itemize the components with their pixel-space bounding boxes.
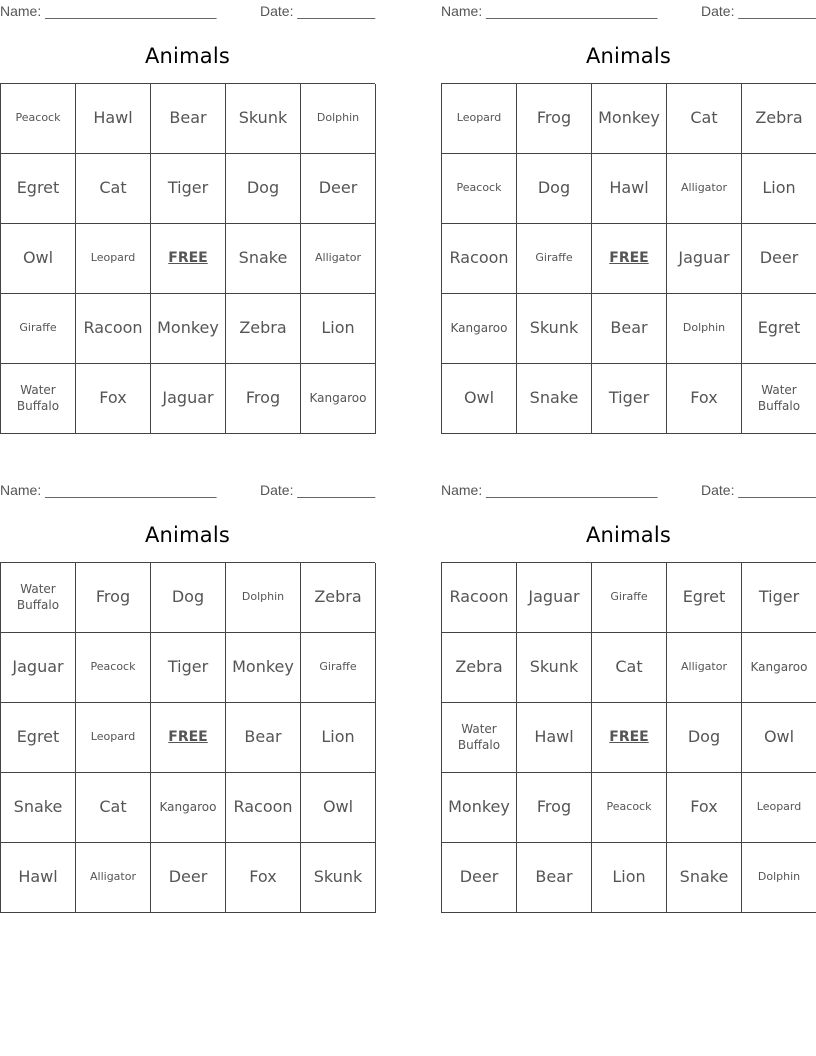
- name-field[interactable]: Name: ______________________: [0, 3, 217, 19]
- bingo-cell: Zebra: [742, 84, 816, 154]
- bingo-cell: Dog: [226, 154, 301, 224]
- bingo-cell: Deer: [301, 154, 376, 224]
- bingo-cell: Dolphin: [301, 84, 376, 154]
- bingo-cell: Hawl: [76, 84, 151, 154]
- bingo-cell: Giraffe: [1, 294, 76, 364]
- bingo-cell: Fox: [667, 773, 742, 843]
- name-field[interactable]: Name: ______________________: [441, 3, 658, 19]
- bingo-cell: Frog: [517, 773, 592, 843]
- bingo-cell: Alligator: [667, 154, 742, 224]
- bingo-cell: Monkey: [442, 773, 517, 843]
- bingo-cell: Deer: [442, 843, 517, 913]
- bingo-cell: Peacock: [76, 633, 151, 703]
- bingo-cell: Racoon: [76, 294, 151, 364]
- bingo-cell: FREE: [151, 703, 226, 773]
- bingo-grid: [0, 83, 375, 434]
- bingo-cell: Owl: [442, 364, 517, 434]
- bingo-cell: Kangaroo: [151, 773, 226, 843]
- bingo-cell: Alligator: [301, 224, 376, 294]
- bingo-cell: Leopard: [742, 773, 816, 843]
- bingo-cell: Cat: [667, 84, 742, 154]
- bingo-cell: Snake: [226, 224, 301, 294]
- bingo-cell: Dog: [667, 703, 742, 773]
- bingo-card-1: [0, 0, 376, 413]
- bingo-cell: Fox: [226, 843, 301, 913]
- bingo-grid: [441, 83, 816, 434]
- bingo-cell: Water Buffalo: [1, 364, 76, 434]
- bingo-cell: FREE: [592, 224, 667, 294]
- card-title: Animals: [144, 44, 230, 68]
- bingo-card-2: [441, 0, 816, 413]
- bingo-cell: Leopard: [76, 703, 151, 773]
- name-field[interactable]: Name: ______________________: [0, 482, 217, 498]
- name-field[interactable]: Name: ______________________: [441, 482, 658, 498]
- bingo-cell: Frog: [517, 84, 592, 154]
- bingo-cell: Skunk: [517, 294, 592, 364]
- bingo-cell: Bear: [517, 843, 592, 913]
- bingo-cell: Monkey: [226, 633, 301, 703]
- bingo-cell: Leopard: [442, 84, 517, 154]
- bingo-cell: Hawl: [1, 843, 76, 913]
- bingo-cell: Hawl: [592, 154, 667, 224]
- bingo-cell: Jaguar: [517, 563, 592, 633]
- bingo-cell: Cat: [76, 773, 151, 843]
- bingo-cell: Monkey: [151, 294, 226, 364]
- bingo-cell: Peacock: [592, 773, 667, 843]
- bingo-cell: Peacock: [442, 154, 517, 224]
- bingo-cell: Skunk: [226, 84, 301, 154]
- bingo-cell: Monkey: [592, 84, 667, 154]
- bingo-cell: Lion: [301, 703, 376, 773]
- bingo-cell: Tiger: [151, 154, 226, 224]
- date-field[interactable]: Date: __________: [701, 482, 816, 498]
- bingo-cell: Egret: [742, 294, 816, 364]
- bingo-cell: Snake: [517, 364, 592, 434]
- bingo-cell: Tiger: [742, 563, 816, 633]
- bingo-cell: Water Buffalo: [1, 563, 76, 633]
- bingo-cell: Kangaroo: [442, 294, 517, 364]
- bingo-cell: Zebra: [301, 563, 376, 633]
- bingo-cell: Zebra: [442, 633, 517, 703]
- bingo-cell: Skunk: [301, 843, 376, 913]
- bingo-cell: Tiger: [151, 633, 226, 703]
- bingo-grid: [441, 562, 816, 913]
- bingo-cell: Fox: [667, 364, 742, 434]
- bingo-cell: Alligator: [667, 633, 742, 703]
- bingo-cell: Lion: [742, 154, 816, 224]
- bingo-cell: Giraffe: [301, 633, 376, 703]
- bingo-grid: [0, 562, 375, 913]
- bingo-cell: Dog: [151, 563, 226, 633]
- bingo-cell: Jaguar: [151, 364, 226, 434]
- card-title: Animals: [144, 523, 230, 547]
- bingo-cell: Egret: [1, 703, 76, 773]
- bingo-cell: Tiger: [592, 364, 667, 434]
- bingo-cell: Bear: [226, 703, 301, 773]
- bingo-cell: Racoon: [226, 773, 301, 843]
- bingo-cell: Jaguar: [667, 224, 742, 294]
- bingo-cell: Hawl: [517, 703, 592, 773]
- bingo-cell: Water Buffalo: [742, 364, 816, 434]
- bingo-cell: Bear: [592, 294, 667, 364]
- bingo-cell: Dolphin: [226, 563, 301, 633]
- bingo-cell: Kangaroo: [301, 364, 376, 434]
- bingo-cell: Deer: [151, 843, 226, 913]
- bingo-cell: Bear: [151, 84, 226, 154]
- bingo-cell: Giraffe: [592, 563, 667, 633]
- bingo-cell: Lion: [301, 294, 376, 364]
- bingo-cell: Dog: [517, 154, 592, 224]
- bingo-cell: Snake: [667, 843, 742, 913]
- bingo-cell: Giraffe: [517, 224, 592, 294]
- bingo-cell: Leopard: [76, 224, 151, 294]
- bingo-cell: Racoon: [442, 563, 517, 633]
- bingo-cell: Egret: [1, 154, 76, 224]
- bingo-cell: Racoon: [442, 224, 517, 294]
- bingo-cell: Owl: [1, 224, 76, 294]
- bingo-cell: Zebra: [226, 294, 301, 364]
- bingo-cell: Lion: [592, 843, 667, 913]
- bingo-cell: Snake: [1, 773, 76, 843]
- bingo-cell: Cat: [592, 633, 667, 703]
- card-title: Animals: [585, 44, 671, 68]
- bingo-cell: Frog: [226, 364, 301, 434]
- date-field[interactable]: Date: __________: [260, 3, 376, 19]
- bingo-cell: Alligator: [76, 843, 151, 913]
- bingo-cell: Cat: [76, 154, 151, 224]
- bingo-cell: Fox: [76, 364, 151, 434]
- bingo-cell: Kangaroo: [742, 633, 816, 703]
- bingo-card-4: [441, 479, 816, 887]
- bingo-cell: Owl: [742, 703, 816, 773]
- bingo-card-3: [0, 479, 376, 887]
- bingo-cell: Frog: [76, 563, 151, 633]
- bingo-cell: Skunk: [517, 633, 592, 703]
- bingo-cell: Dolphin: [742, 843, 816, 913]
- bingo-cell: Jaguar: [1, 633, 76, 703]
- card-title: Animals: [585, 523, 671, 547]
- date-field[interactable]: Date: __________: [701, 3, 816, 19]
- bingo-cell: Owl: [301, 773, 376, 843]
- bingo-cell: FREE: [151, 224, 226, 294]
- bingo-cell: Peacock: [1, 84, 76, 154]
- bingo-cell: FREE: [592, 703, 667, 773]
- bingo-cell: Deer: [742, 224, 816, 294]
- bingo-cell: Dolphin: [667, 294, 742, 364]
- date-field[interactable]: Date: __________: [260, 482, 376, 498]
- bingo-cell: Egret: [667, 563, 742, 633]
- bingo-cell: Water Buffalo: [442, 703, 517, 773]
